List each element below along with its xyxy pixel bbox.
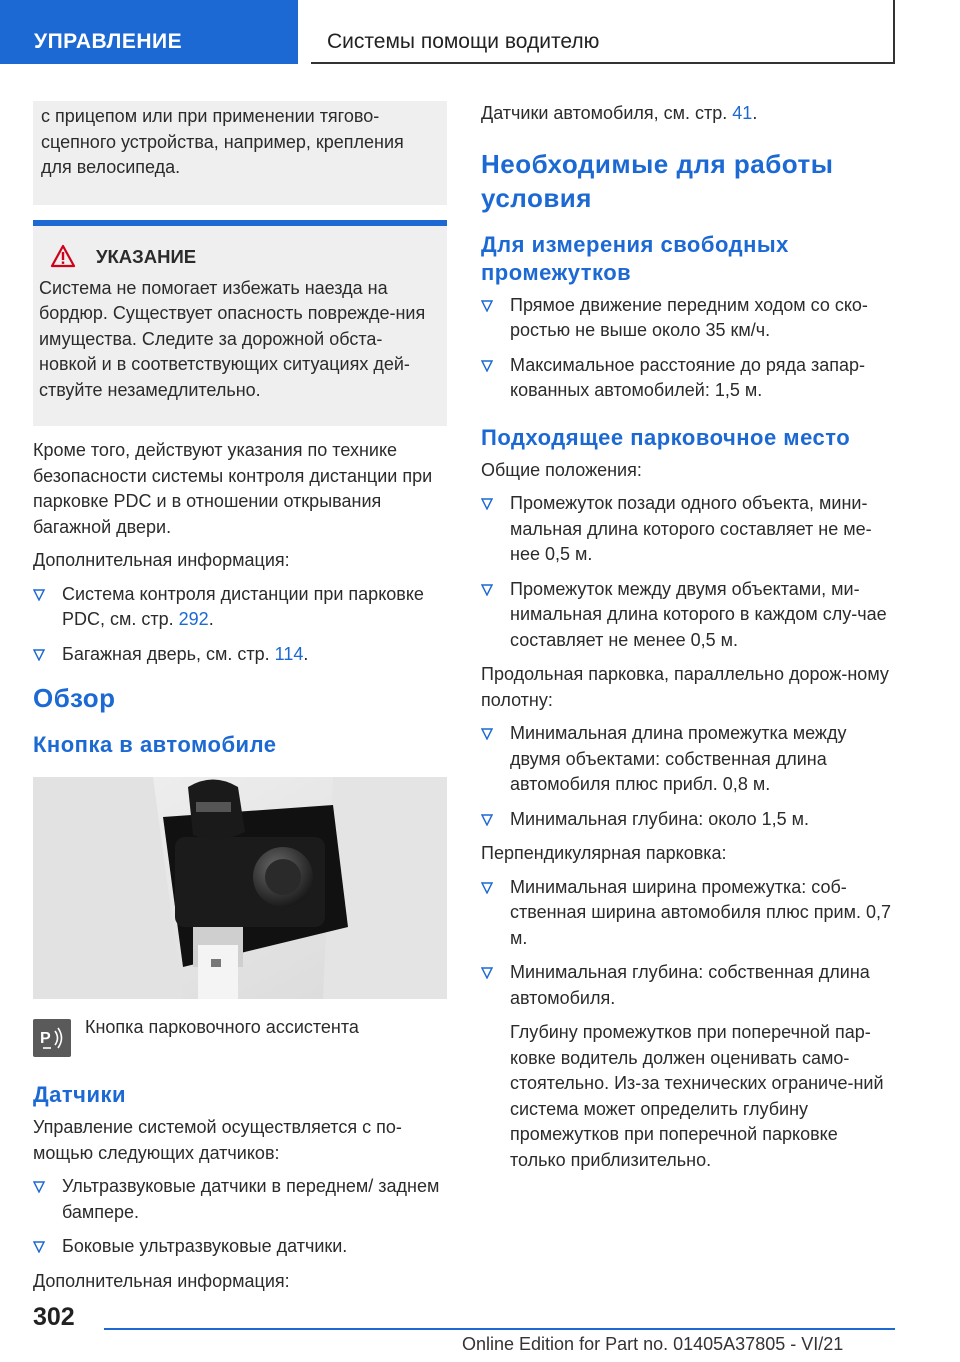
list-item xyxy=(481,577,896,654)
right-column xyxy=(481,101,896,1181)
center-console-illustration xyxy=(33,777,447,999)
intro-text: с прицепом или при применении тягово-сцепного устройства, например, крепления для велосипеда. xyxy=(41,106,404,177)
list-item-text: Промежуток между двумя объектами, ми-нимальная длина которого в каждом слу-чае составляет не менее 0,5 м. xyxy=(510,578,887,650)
safety-paragraph: Кроме того, действуют указания по технике безопасности системы контроля дистанции при парковке PDC и в отношении открывания багажной двери. xyxy=(33,440,433,537)
perpendicular-note: Глубину промежутков при поперечной пар-ковке водитель должен оценивать само-стоятельно. Из-за технических ограниче-ний система может определить глубину промежутков при поперечной парковке только приблизительно. xyxy=(510,1022,884,1170)
list-item-text: Минимальная ширина промежутка: соб-ственная ширина автомобиля плюс прим. 0,7 м. xyxy=(510,876,891,948)
bullet-triangle-icon xyxy=(481,814,493,826)
list-item xyxy=(481,293,896,344)
bullet-triangle-icon xyxy=(33,1181,45,1193)
header-section-tab xyxy=(0,0,298,64)
bullet-triangle-icon xyxy=(481,300,493,312)
sensors-reference xyxy=(481,101,896,127)
warning-box xyxy=(33,226,447,427)
warning-title-text: УКАЗАНИЕ xyxy=(96,245,197,267)
list-item xyxy=(33,1234,447,1260)
sensors-reference-end: . xyxy=(752,103,758,123)
bullet-triangle-icon xyxy=(481,498,493,510)
list-item-text: Прямое движение передним ходом со ско-ростью не выше около 35 км/ч. xyxy=(510,294,868,340)
more-info-label-2: Дополнительная информация: xyxy=(33,1270,290,1291)
warning-triangle-icon xyxy=(50,244,76,268)
left-column xyxy=(33,101,447,1302)
list-item xyxy=(481,960,896,1011)
caption-row xyxy=(33,1013,447,1063)
list-item-text: Минимальная длина промежутка между двумя объектами: собственная длина автомобиля плюс прибл. 0,8 м. xyxy=(510,723,847,794)
svg-text:P: P xyxy=(40,1030,51,1047)
intro-box xyxy=(33,101,447,205)
bullet-triangle-icon xyxy=(481,728,493,740)
list-item xyxy=(33,1174,447,1225)
bullet-triangle-icon xyxy=(481,360,493,372)
list-item-text: Минимальная глубина: собственная длина автомобиля. xyxy=(510,962,870,1008)
warning-title xyxy=(39,243,437,271)
heading-gaps: Для измерения свободных промежутков xyxy=(481,231,789,285)
list-item-end: . xyxy=(303,643,309,664)
photo-caption: Кнопка парковочного ассистента xyxy=(85,1017,359,1037)
list-item xyxy=(481,491,896,568)
list-item-text: Багажная дверь, см. стр. xyxy=(62,643,275,664)
page-link-41[interactable]: 41 xyxy=(732,103,753,123)
list-item xyxy=(481,353,896,404)
heading-sensors: Датчики xyxy=(33,1082,127,1107)
perpendicular-label: Перпендикулярная парковка: xyxy=(481,843,727,863)
bullet-triangle-icon xyxy=(33,649,45,661)
list-item-end: . xyxy=(208,609,214,629)
footer-rule xyxy=(104,1328,895,1330)
list-item-text: Минимальная глубина: около 1,5 м. xyxy=(510,808,810,829)
header-chapter-tab xyxy=(311,0,895,64)
sensors-reference-text: Датчики автомобиля, см. стр. xyxy=(481,103,733,123)
console-photo xyxy=(33,777,447,999)
bullet-triangle-icon xyxy=(481,584,493,596)
list-item-text: Система контроля дистанции при парковке PDC, см. стр. xyxy=(62,583,424,629)
parking-assistant-button-icon xyxy=(33,1019,71,1057)
list-item xyxy=(481,721,896,798)
bullet-triangle-icon xyxy=(33,1241,45,1253)
more-info-label-1: Дополнительная информация: xyxy=(33,550,290,570)
list-item-text: Промежуток позади одного объекта, мини-мальная длина которого составляет не ме-нее 0,5 м. xyxy=(510,493,872,564)
header-chapter-label: Системы помощи водителю xyxy=(327,30,600,53)
heading-button: Кнопка в автомобиле xyxy=(33,732,277,757)
page-number: 302 xyxy=(33,1303,75,1331)
page-link-114[interactable]: 114 xyxy=(274,643,304,664)
list-item-text: Боковые ультразвуковые датчики. xyxy=(62,1236,348,1256)
list-item xyxy=(33,582,447,633)
list-item-text: Максимальное расстояние до ряда запар-кованных автомобилей: 1,5 м. xyxy=(510,354,866,400)
bullet-triangle-icon xyxy=(33,589,45,601)
general-label: Общие положения: xyxy=(481,459,642,480)
warning-text: Система не помогает избежать наезда на бордюр. Существует опасность поврежде-ния имущества. Следите за дорожной обста-новкой и в соответствующих ситуациях дей-ствуйте незамедлительно. xyxy=(39,277,426,400)
bullet-triangle-icon xyxy=(481,967,493,979)
bullet-triangle-icon xyxy=(481,882,493,894)
list-item-text: Ультразвуковые датчики в переднем/ заднем бампере. xyxy=(62,1176,440,1222)
edition-note: Online Edition for Part no. 01405A37805 - VI/21 xyxy=(462,1334,844,1354)
heading-spot: Подходящее парковочное место xyxy=(481,424,851,450)
heading-overview: Обзор xyxy=(33,683,116,713)
heading-conditions: Необходимые для работы условия xyxy=(481,148,834,213)
parallel-label: Продольная парковка, параллельно дорож-ному полотну: xyxy=(481,664,889,710)
sensors-paragraph: Управление системой осуществляется с по-мощью следующих датчиков: xyxy=(33,1117,402,1163)
list-item xyxy=(481,875,896,952)
list-item xyxy=(481,807,896,833)
page-link-292[interactable]: 292 xyxy=(178,609,209,629)
header-section-label: УПРАВЛЕНИЕ xyxy=(34,30,183,53)
list-item xyxy=(33,642,447,668)
